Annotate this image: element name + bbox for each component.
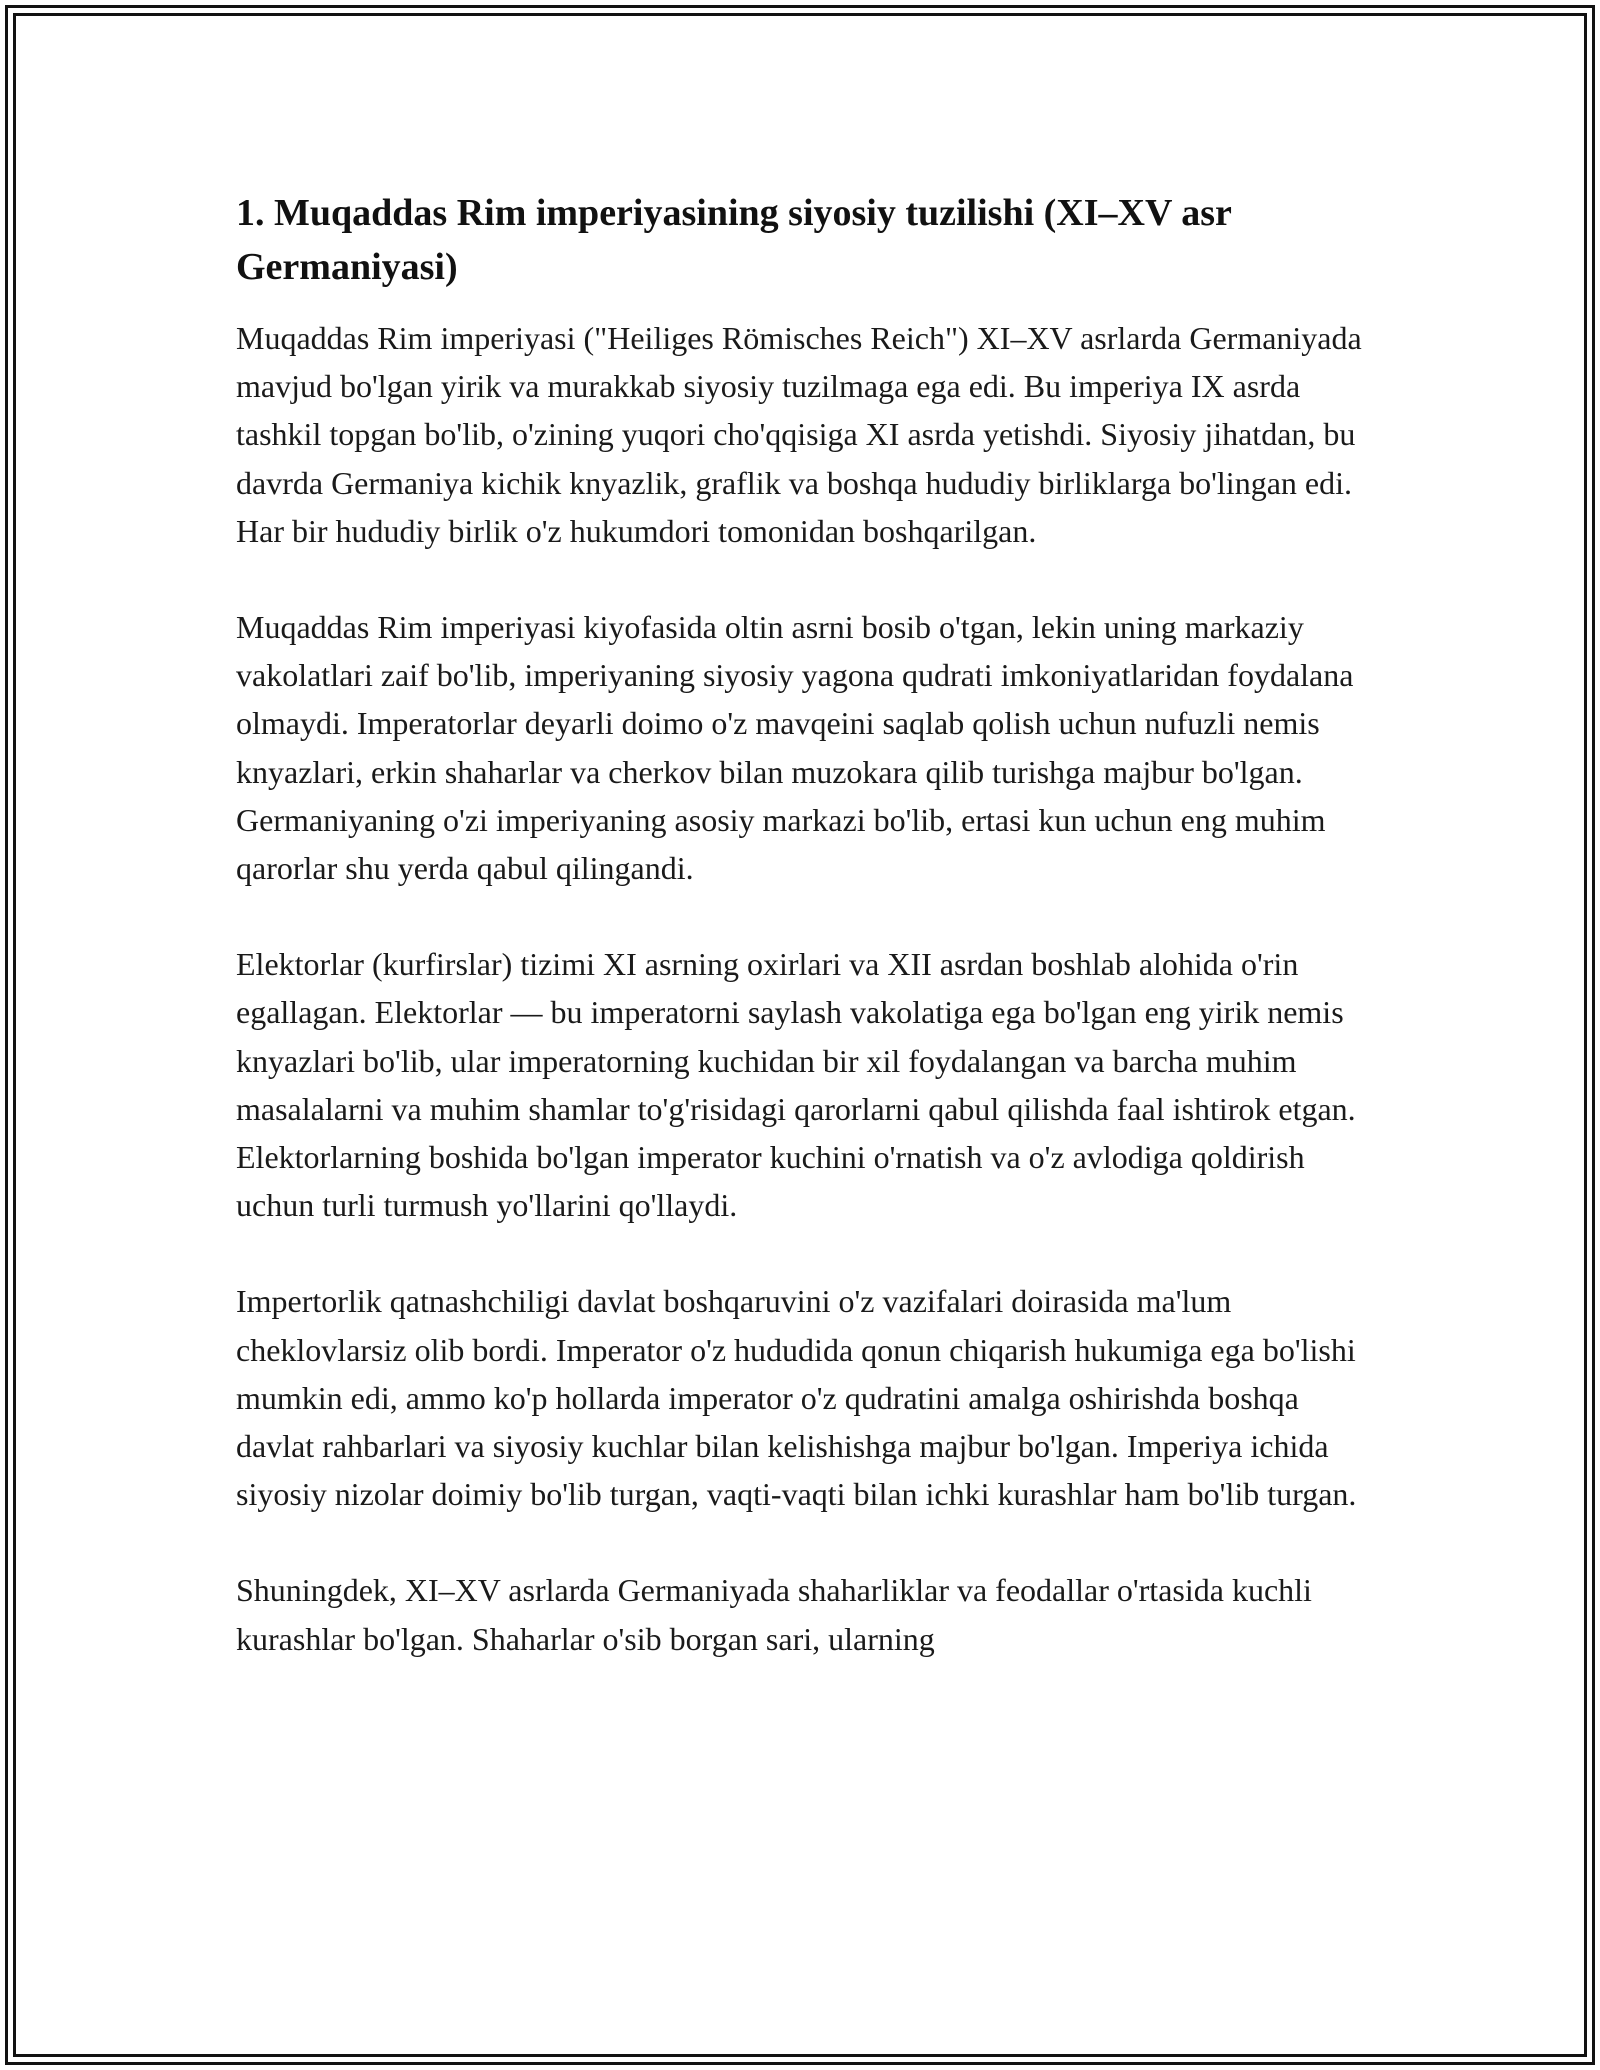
paragraph-3: Elektorlar (kurfirslar) tizimi XI asrning oxirlari va XII asrdan boshlab alohida o'rin egallagan. Elektorlar — bu imperatorni saylash vakolatiga ega bo'lgan eng yirik nemis knyazlari bo'lib, ular imperatorning kuchidan bir xil foydalangan va barcha muhim masalalarni va muhim shamlar to'g'risidagi qarorlarni qabul qilishda faal ishtirok etgan. Elektorlarning boshida bo'lgan imperator kuchini o'rnatish va o'z avlodiga qoldirish uchun turli turmush yo'llarini qo'llaydi.: [236, 946, 1356, 1224]
paragraph-2: Muqaddas Rim imperiyasi kiyofasida oltin asrni bosib o'tgan, lekin uning markaziy vakolatlari zaif bo'lib, imperiyaning siyosiy yagona qudrati imkoniyatlaridan foydalana olmaydi. Imperatorlar deyarli doimo o'z mavqeini saqlab qolish uchun nufuzli nemis knyazlari, erkin shaharlar va cherkov bilan muzokara qilib turishga majbur bo'lgan. Germaniyaning o'zi imperiyaning asosiy markazi bo'lib, ertasi kun uchun eng muhim qarorlar shu yerda qabul qilingandi.: [236, 609, 1354, 887]
paragraph-4: Impertorlik qatnashchiligi davlat boshqaruvini o'z vazifalari doirasida ma'lum cheklovlarsiz olib bordi. Imperator o'z hududida qonun chiqarish hukumiga ega bo'lishi mumkin edi, ammo ko'p hollarda imperator o'z qudratini amalga oshirishda boshqa davlat rahbarlari va siyosiy kuchlar bilan kelishishga majbur bo'lgan. Imperiya ichida siyosiy nizolar doimiy bo'lib turgan, vaqti-vaqti bilan ichki kurashlar ham bo'lib turgan.: [236, 1283, 1357, 1513]
page-title: 1. Muqaddas Rim imperiyasining siyosiy tuzilishi (XI–XV asr Germaniyasi): [236, 192, 1232, 288]
document-body: [236, 186, 1366, 1711]
paragraph-5: Shuningdek, XI–XV asrlarda Germaniyada shaharliklar va feodallar o'rtasida kuchli kurashlar bo'lgan. Shaharlar o'sib borgan sari, ularning: [236, 1572, 1312, 1657]
paragraph-1: Muqaddas Rim imperiyasi ("Heiliges Römisches Reich") XI–XV asrlarda Germaniyada mavjud bo'lgan yirik va murakkab siyosiy tuzilmaga ega edi. Bu imperiya IX asrda tashkil topgan bo'lib, o'zining yuqori cho'qqisiga XI asrda yetishdi. Siyosiy jihatdan, bu davrda Germaniya kichik knyazlik, graflik va boshqa hududiy birliklarga bo'lingan edi. Har bir hududiy birlik o'z hukumdori tomonidan boshqarilgan.: [236, 320, 1362, 549]
